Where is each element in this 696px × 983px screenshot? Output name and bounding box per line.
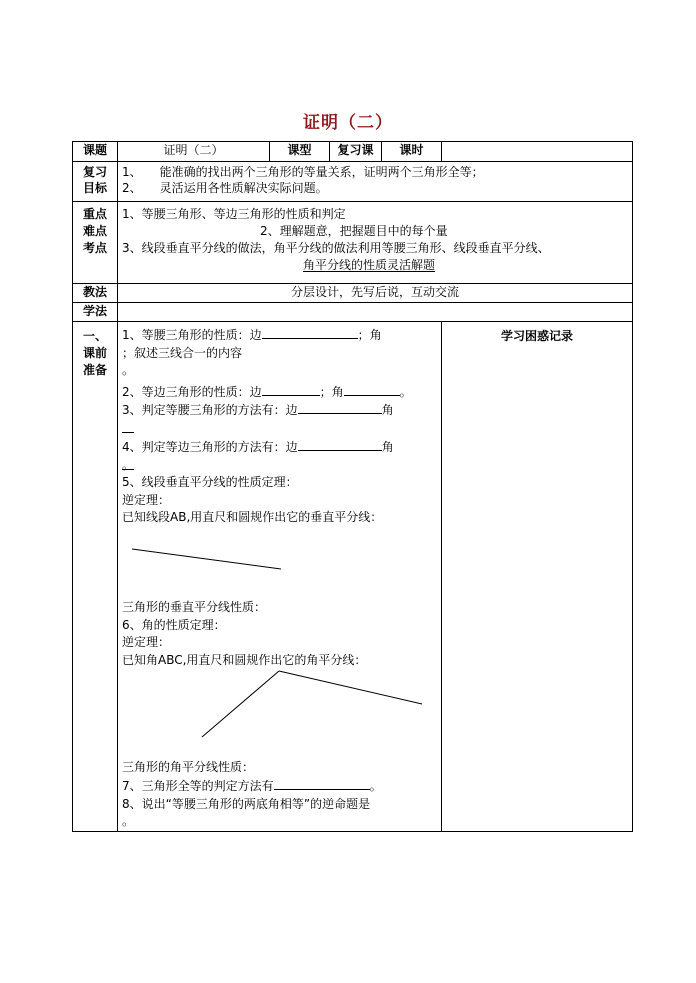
answer-blank[interactable]: 。 xyxy=(122,457,135,472)
goal-item: 1、 能准确的找出两个三角形的等量关系，证明两个三角形全等； xyxy=(122,165,484,179)
key-points-label xyxy=(73,202,118,284)
answer-blank[interactable] xyxy=(262,326,358,339)
key-point-item: 1、等腰三角形、等边三角形的性质和判定 xyxy=(122,207,346,221)
header-row xyxy=(73,142,633,162)
answer-blank[interactable] xyxy=(262,383,320,396)
learning-method-value xyxy=(118,303,633,322)
q3-text-b: 角 xyxy=(381,403,394,418)
key-points-label-text: 重点 难点 考点 xyxy=(82,207,107,255)
lesson-plan-table xyxy=(72,141,633,832)
q5-triangle: 三角形的垂直平分线性质： xyxy=(122,599,267,614)
angle-ray-right xyxy=(279,671,422,704)
q8-line: 8、说出“等腰三角形的两底角相等”的逆命题是 xyxy=(122,796,371,811)
q4-text-b: 角 xyxy=(381,439,394,454)
teaching-method-row xyxy=(73,284,633,303)
q6-line: 6、角的性质定理： xyxy=(122,617,226,632)
q8-line-2: 。 xyxy=(122,814,135,829)
learning-method-row xyxy=(73,303,633,322)
q4-line-2 xyxy=(122,457,437,475)
goal-item: 2、 灵活运用各性质解决实际问题。 xyxy=(122,181,328,195)
prep-content xyxy=(118,322,442,832)
teaching-method-label: 教法 xyxy=(73,284,118,303)
period-value xyxy=(442,142,633,162)
q1-line-3: 。 xyxy=(122,363,135,378)
q3-text: 3、判定等腰三角形的方法有：边 xyxy=(122,403,298,418)
goals-content xyxy=(118,162,633,202)
q5-converse: 逆定理： xyxy=(122,492,171,507)
q7-text-b: 。 xyxy=(369,778,382,793)
angle-abc-figure xyxy=(122,669,452,759)
q6-task: 已知角ABC,用直尺和圆规作出它的角平分线： xyxy=(122,652,367,667)
key-point-item: 3、线段垂直平分线的做法，角平分线的做法利用等腰三角形、线段垂直平分线、 xyxy=(122,241,550,255)
q5-task: 已知线段AB,用直尺和圆规作出它的垂直平分线： xyxy=(122,510,383,525)
key-points-content xyxy=(118,202,633,284)
learning-method-label: 学法 xyxy=(73,303,118,322)
q1-text: 1、等腰三角形的性质：边 xyxy=(122,328,262,342)
q4-line xyxy=(122,438,437,457)
goals-label-text: 复习 目标 xyxy=(82,165,107,195)
q1-line xyxy=(122,326,437,345)
q4-text: 4、判定等边三角形的方法有：边 xyxy=(122,439,298,454)
segment-figure-area xyxy=(122,527,437,599)
goals-row xyxy=(73,162,633,202)
angle-ray-left xyxy=(202,671,279,737)
q7-line xyxy=(122,777,437,796)
key-point-underline: 角平分线的性质灵活解题 xyxy=(303,258,436,272)
prep-label xyxy=(73,322,118,832)
q1-text-b: ；角 xyxy=(357,328,382,342)
q5-line: 5、线段垂直平分线的性质定理： xyxy=(122,475,298,490)
q7-text: 7、三角形全等的判定方法有 xyxy=(122,778,274,793)
key-point-item: 2、理解题意，把握题目中的每个量 xyxy=(260,224,448,238)
q2-line xyxy=(122,383,437,402)
page-title: 证明（二） xyxy=(303,113,393,133)
q3-line xyxy=(122,401,437,420)
q1-line-2: ；叙述三线合一的内容 xyxy=(122,345,243,360)
q3-blank-line xyxy=(122,420,437,438)
answer-blank[interactable] xyxy=(298,401,382,414)
answer-blank[interactable] xyxy=(298,438,382,451)
key-points-row xyxy=(73,202,633,284)
q6-converse: 逆定理： xyxy=(122,635,171,650)
topic-label: 课题 xyxy=(73,142,118,162)
confusion-record: 学习困惑记录 xyxy=(442,322,633,832)
answer-blank[interactable] xyxy=(122,420,134,433)
lesson-type-label: 课型 xyxy=(270,142,330,162)
prep-label-text: 一、 课前 准备 xyxy=(82,329,107,377)
key-point-item xyxy=(122,257,628,274)
topic-value: 证明（二） xyxy=(118,142,270,162)
lesson-type-value: 复习课 xyxy=(330,142,382,162)
segment-ab-figure xyxy=(122,527,422,587)
q2-text-b: ；角 xyxy=(319,384,344,399)
answer-blank[interactable] xyxy=(344,383,400,396)
q2-text-c: 。 xyxy=(399,384,412,399)
teaching-method-value: 分层设计，先写后说，互动交流 xyxy=(118,284,633,303)
goals-label xyxy=(73,162,118,202)
q2-text: 2、等边三角形的性质：边 xyxy=(122,384,262,399)
period-label: 课时 xyxy=(382,142,442,162)
q6-triangle: 三角形的角平分线性质： xyxy=(122,760,255,775)
segment-ab-line xyxy=(132,549,281,569)
angle-figure-area xyxy=(122,669,437,759)
answer-blank[interactable] xyxy=(274,777,370,790)
prep-row xyxy=(73,322,633,832)
